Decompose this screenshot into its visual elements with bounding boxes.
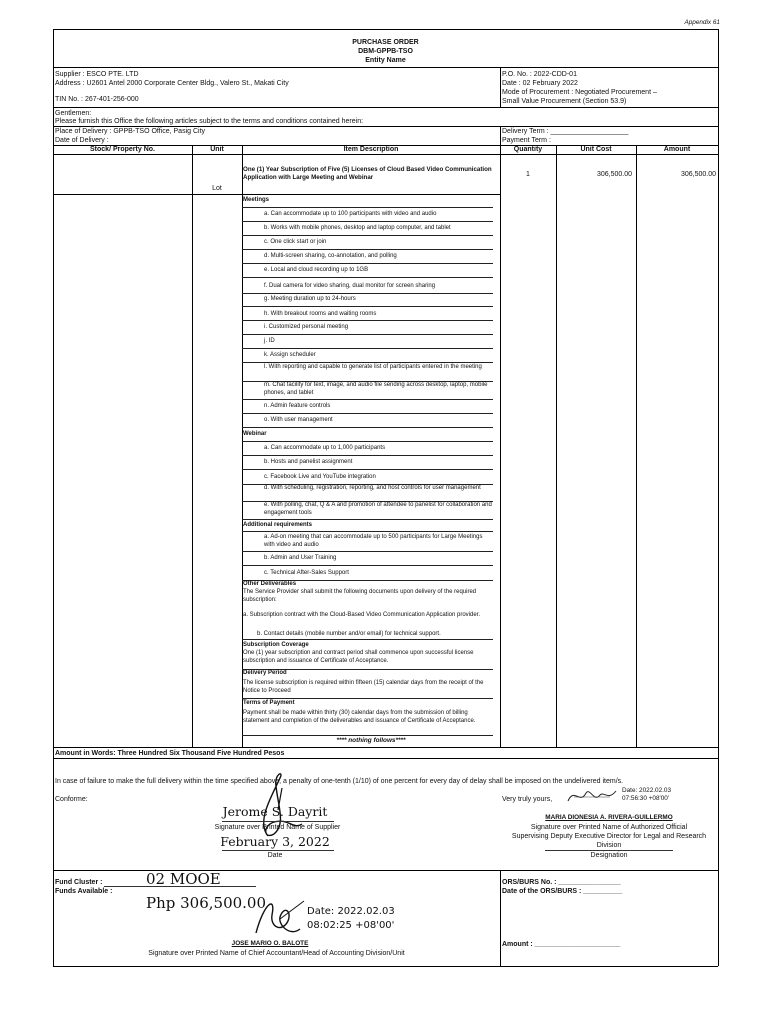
official-position: Supervising Deputy Executive Director for Legal and Research [511, 833, 707, 840]
coverage-text: One (1) year subscription and contract period shall commence upon successful license subscription and issuance of Certificate of Acceptance. [243, 650, 474, 664]
supplier-signature-label: Signature over Printed Name of Supplier [214, 824, 341, 831]
spec-line: n. Admin feature controls [264, 403, 331, 409]
ors-burs-amount: Amount : ______________________ [502, 941, 621, 948]
official-signature [564, 785, 620, 807]
item-quantity: 1 [526, 171, 530, 178]
spec-line: j. ID [264, 338, 275, 344]
spec-line: c. Technical After-Sales Support [264, 570, 349, 576]
additional-heading: Additional requirements [243, 522, 313, 528]
official-dsig-time: 07:56:30 +08'00' [622, 795, 670, 802]
period-heading: Delivery Period [243, 670, 287, 676]
place-of-delivery: Place of Delivery : GPPB-TSO Office, Pasig City [55, 128, 206, 135]
period-text: The license subscription is required within fifteen (15) calendar days from the receipt of the Notice to Proceed [243, 680, 484, 694]
other-heading: Other Deliverables [243, 581, 297, 587]
accountant-dsig-date: Date: 2022.02.03 [307, 906, 395, 917]
supplier-address: Address : U2601 Antel 2000 Corporate Center Bldg., Valero St., Makati City [55, 80, 289, 87]
accountant-signature [250, 893, 306, 943]
spec-line: b. Works with mobile phones, desktop and laptop computer, and tablet [264, 225, 451, 231]
po-number: P.O. No. : 2022-CDD-01 [502, 71, 577, 78]
col-quantity: Quantity [513, 146, 543, 153]
spec-line: o. With user management [264, 417, 333, 423]
spec-line: l. With reporting and capable to generate list of participants entered in the meeting [264, 364, 482, 370]
terms-heading: Terms of Payment [243, 700, 295, 706]
col-amount: Amount [663, 146, 691, 153]
supplier-printed-name: Jerome S. Dayrit [222, 804, 328, 819]
spec-line: i. Customized personal meeting [264, 324, 349, 330]
terms-text: Payment shall be made within thirty (30) calendar days from the submission of billing statement and completion of the deliverables and issuance of Certificate of Acceptance. [243, 710, 476, 724]
item-unit: Lot [212, 185, 222, 192]
delivery-term: Delivery Term : ____________________ [502, 128, 629, 135]
conforme-date-label: Date [267, 852, 283, 859]
spec-line: m. Chat facility for text, image, and audio file sending across desktop, laptop, mobile phones, and tablet [264, 382, 488, 396]
other-a: a. Subscription contract with the Cloud-Based Video Communication Application provider. [243, 612, 481, 618]
ors-burs-number: ORS/BURS No. : ________________ [502, 879, 621, 886]
official-name: MARIA DIONESIA A. RIVERA-GUILLERMO [545, 814, 673, 821]
date-of-delivery: Date of Delivery : [55, 137, 109, 144]
procurement-mode-section: Small Value Procurement (Section 53.9) [502, 98, 627, 105]
spec-line: e. With polling, chat, Q & A and promotion of attendee to panelist for collaboration and engagement tools [264, 502, 492, 516]
spec-line: f. Dual camera for video sharing, dual monitor for screen sharing [264, 283, 436, 289]
official-designation-label: Designation [590, 852, 628, 859]
appendix-label: Appendix 61 [684, 19, 720, 26]
spec-line: a. Ad-on meeting that can accommodate up to 500 participants for Large Meetings with video and audio [264, 534, 483, 548]
entity-name: Entity Name [365, 57, 406, 64]
spec-line: b. Hosts and panelist assignment [264, 459, 353, 465]
accountant-signature-label: Signature over Printed Name of Chief Accountant/Head of Accounting Division/Unit [148, 950, 405, 957]
document-title: PURCHASE ORDER [352, 39, 419, 46]
col-stock: Stock/ Property No. [90, 146, 155, 153]
funds-available-label: Funds Available : [55, 888, 113, 895]
webinar-heading: Webinar [243, 431, 267, 437]
spec-line: c. One click start or join [264, 239, 327, 245]
col-unit-cost: Unit Cost [580, 146, 612, 153]
conforme-label: Conforme: [55, 796, 88, 803]
col-description: Item Description [343, 146, 399, 153]
spec-line: d. Multi-screen sharing, co-annotation, and polling [264, 253, 397, 259]
spec-line: b. Admin and User Training [264, 555, 337, 561]
coverage-heading: Subscription Coverage [243, 642, 309, 648]
col-unit: Unit [210, 146, 224, 153]
item-unit-cost: 306,500.00 [596, 171, 632, 178]
penalty-clause: In case of failure to make the full delivery within the time specified above, a penalty of one-tenth (1/10) of one percent for every day of delay shall be imposed on the undelivered item/s. [55, 778, 624, 785]
meetings-heading: Meetings [243, 197, 270, 203]
amount-in-words: Amount in Words: Three Hundred Six Thousand Five Hundred Pesos [55, 750, 285, 757]
ors-burs-date: Date of the ORS/BURS : __________ [502, 888, 623, 895]
supplier-tin: TIN No. : 267-401-256-000 [55, 96, 139, 103]
closing: Very truly yours, [502, 796, 553, 803]
accountant-dsig-time: 08:02:25 +08'00' [307, 920, 395, 931]
fund-cluster-label: Fund Cluster : [55, 879, 103, 886]
official-signature-label: Signature over Printed Name of Authorized Official [530, 824, 688, 831]
po-date: Date : 02 February 2022 [502, 80, 578, 87]
fund-cluster-value: 02 MOOE [146, 870, 221, 888]
other-text: The Service Provider shall submit the following documents upon delivery of the required subscription: [243, 589, 477, 603]
spec-line: d. With scheduling, registration, reporting, and host controls for user management [264, 485, 481, 491]
official-position-line2: Division [596, 842, 622, 849]
spec-line: a. Can accommodate up to 100 participants with video and audio [264, 211, 437, 217]
accountant-name: JOSE MARIO O. BALOTE [231, 940, 309, 947]
other-b: b. Contact details (mobile number and/or email) for technical support. [257, 631, 441, 637]
item-title: One (1) Year Subscription of Five (5) Licenses of Cloud Based Video Communication Application with Large Meeting and Webinar [243, 166, 492, 181]
greeting: Gentlemen: [55, 110, 92, 117]
spec-line: k. Assign scheduler [264, 352, 316, 358]
spec-line: h. With breakout rooms and waiting rooms [264, 311, 377, 317]
official-dsig-date: Date: 2022.02.03 [622, 787, 672, 794]
item-amount: 306,500.00 [680, 171, 716, 178]
nothing-follows: **** nothing follows**** [336, 737, 406, 744]
supplier-name: Supplier : ESCO PTE. LTD [55, 71, 139, 78]
payment-term: Payment Term : [502, 137, 551, 144]
spec-line: g. Meeting duration up to 24-hours [264, 296, 356, 302]
conforme-date-value: February 3, 2022 [220, 834, 330, 849]
funds-available-value: Php 306,500.00 [146, 894, 267, 912]
spec-line: c. Facebook Live and YouTube integration [264, 474, 376, 480]
spec-line: a. Can accommodate up to 1,000 participants [264, 445, 386, 451]
spec-line: e. Local and cloud recording up to 1GB [264, 267, 369, 273]
procurement-mode: Mode of Procurement : Negotiated Procurement – [502, 89, 657, 96]
instruction: Please furnish this Office the following articles subject to the terms and conditions contained herein: [55, 118, 364, 125]
agency-name: DBM-GPPB-TSO [358, 48, 413, 55]
